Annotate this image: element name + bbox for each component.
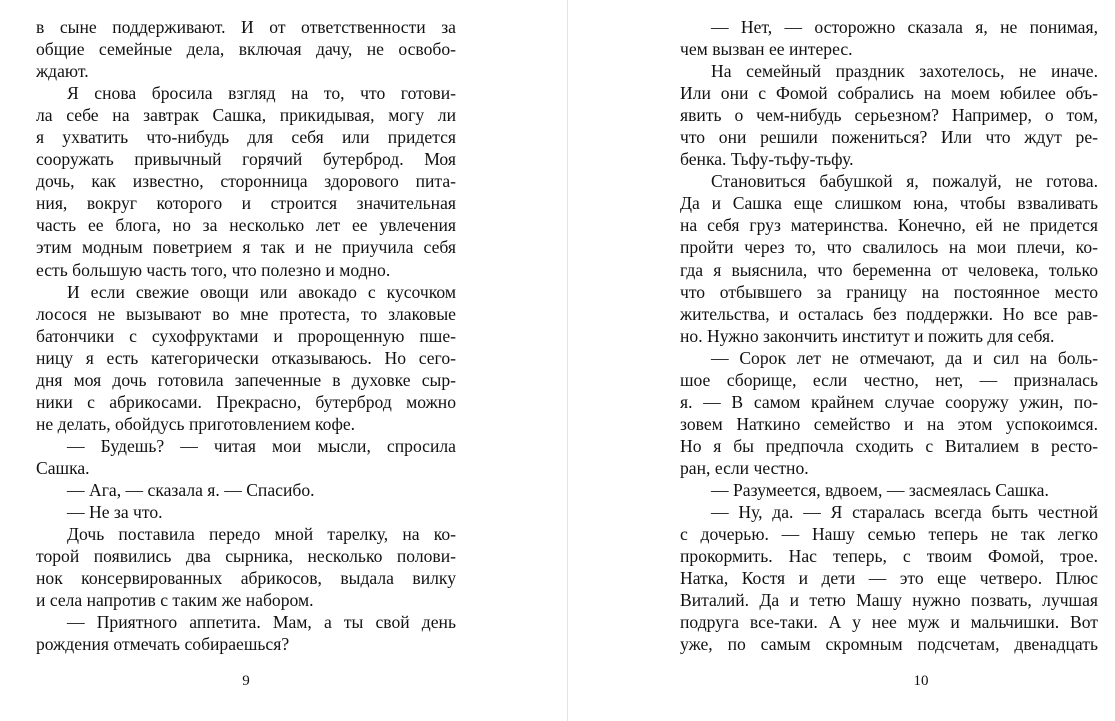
text-line: Виталий. Да и тетю Машу нужно позвать, лучшая [680,590,1098,611]
text-line: на себя груз материнства. Конечно, ей не придется [680,215,1098,236]
text-line: рождения отмечать собираешься? [36,634,290,655]
text-line: батончики с сухофруктами и пророщенную пше- [36,325,456,346]
text-line: Но я бы предпочла сходить с Виталием в ресто- [680,435,1098,456]
right-page [568,0,1115,721]
text-line: На семейный праздник захотелось, не иначе. [711,61,1098,82]
text-line: прокормить. Нас теперь, с твоим Фомой, трое. [680,546,1098,567]
text-line: лосося не вызывают во мне протеста, то злаковые [36,303,456,324]
right-page-number: 10 [913,673,929,689]
text-line: — Ну, да. — Я старалась всегда быть честной [711,502,1098,523]
text-line: бенка. Тьфу-тьфу-тьфу. [680,149,854,170]
text-line: уже, по самым скромным подсчетам, двенадцать [680,634,1098,655]
text-line: чем вызван ее интерес. [680,39,853,60]
text-line: ницу я есть категорически отказываюсь. Но сего- [36,347,456,368]
text-line: нок консервированных абрикосов, выдала вилку [36,568,456,589]
text-line: Становиться бабушкой я, пожалуй, не готова. [711,171,1098,192]
text-line: жительства, и осталась без поддержки. Но все рав- [680,303,1098,324]
text-line: гда я выяснила, что беременна от человека, только [680,259,1098,280]
left-page-number: 9 [242,673,250,689]
text-line: Да и Сашка еще слишком юна, чтобы взваливать [680,193,1098,214]
text-line: сооружать привычный горячий бутерброд. Моя [36,149,456,170]
text-line: дня моя дочь готовила запеченные в духовке сыр- [36,369,456,390]
text-line: подруга все-таки. А у нее муж и мальчишки. Вот [680,612,1098,633]
text-line: но. Нужно закончить институт и пожить для себя. [680,325,1055,346]
text-line: Дочь поставила передо мной тарелку, на ко- [67,524,456,545]
text-line: Я снова бросила взгляд на то, что готови- [67,83,456,104]
text-line: что отбывшего за границу на постоянное место [680,281,1098,302]
text-line: часть ее блога, но за несколько лет ее увлечения [36,215,456,236]
text-line: дочь, как известно, сторонница здорового пита- [36,171,456,192]
text-line: этим модным поветрием я так и не приучила себя [36,237,456,258]
text-line: зовем Наткино семейство и на этом успокоимся. [680,413,1098,434]
text-line: шое сборище, если честно, нет, — призналась [680,369,1098,390]
text-line: в сыне поддерживают. И от ответственности за [36,17,456,37]
text-line: ния, вокруг которого и строится значительная [36,193,456,214]
text-line: торой появились два сырника, несколько полови- [36,546,456,567]
right-page-text [680,16,1098,655]
text-line: — Нет, — осторожно сказала я, не понимая, [711,17,1098,37]
text-line: Или они с Фомой собрались на моем юбилее объ- [680,83,1098,104]
left-page-text [36,16,456,655]
text-line: не делать, обойдусь приготовлением кофе. [36,413,356,434]
text-line: что они решили пожениться? Или что ждут ре- [680,127,1098,148]
text-line: Натка, Костя и дети — это еще четверо. Плюс [680,568,1098,589]
text-line: общие семейные дела, включая дачу, не освобо- [36,39,456,60]
text-line: ники с абрикосами. Прекрасно, бутерброд можно [36,391,456,412]
text-line: — Сорок лет не отмечают, да и сил на боль- [711,347,1098,368]
text-line: ла себе на завтрак Сашка, прикидывая, могу ли [36,105,456,126]
text-line: я. — В самом крайнем случае сооружу ужин, по- [680,391,1098,412]
text-line: Сашка. [36,457,90,478]
text-line: с дочерью. — Нашу семью теперь не так легко [680,524,1098,545]
text-line: я ухватить что-нибудь для себя или придется [36,127,456,148]
text-line: — Будешь? — читая мои мысли, спросила [67,435,456,456]
text-line: — Ага, — сказала я. — Спасибо. [67,479,315,500]
text-line: И если свежие овощи или авокадо с кусочком [67,281,456,302]
text-line: ждают. [36,61,89,82]
text-line: пройти через то, что свалилось на мои плечи, ко- [680,237,1098,258]
text-line: ран, если честно. [680,457,809,478]
text-line: и села напротив с таким же набором. [36,590,314,611]
text-line: — Приятного аппетита. Мам, а ты свой день [67,612,456,633]
text-line: — Не за что. [67,502,163,523]
text-line: явить о чем-нибудь серьезном? Например, о том, [680,105,1098,126]
text-line: — Разумеется, вдвоем, — засмеялась Сашка. [711,479,1049,500]
text-line: есть большую часть того, что полезно и модно. [36,259,391,280]
